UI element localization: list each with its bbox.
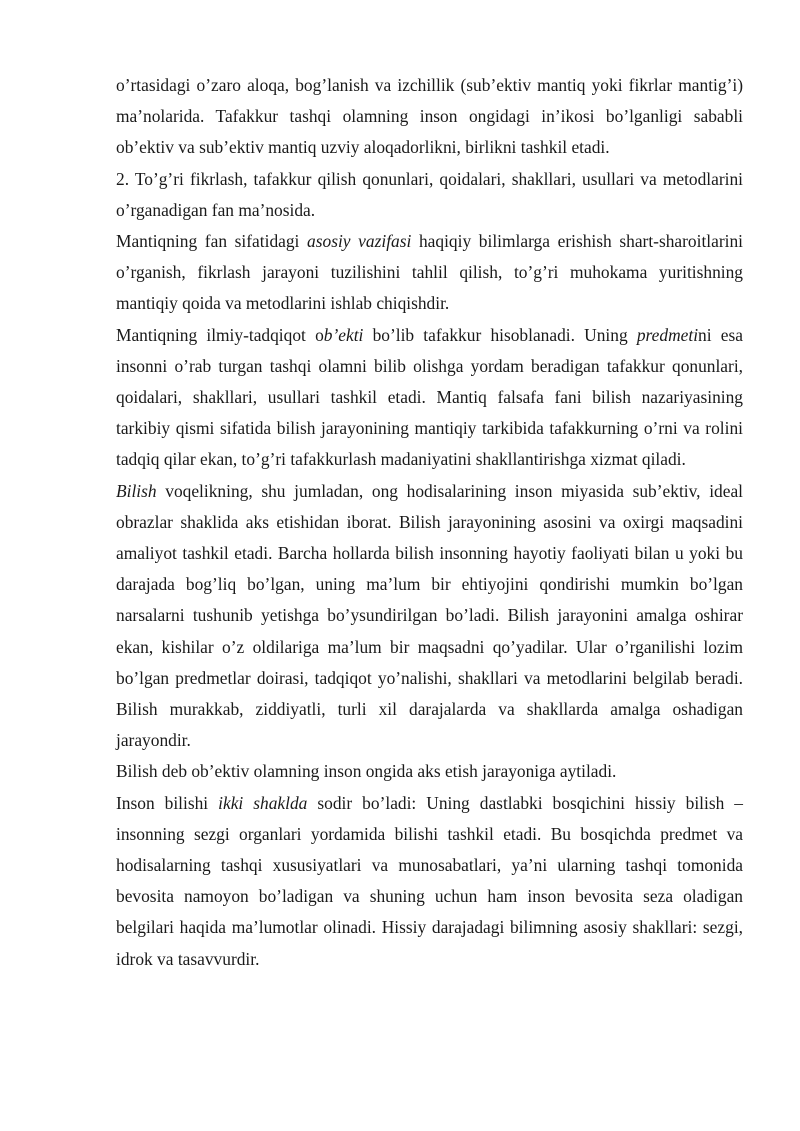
paragraph-3 <box>116 226 743 320</box>
paragraph-5 <box>116 476 743 757</box>
paragraph-7-text-cont: sodir bo’ladi: Uning dastlabki bosqichini hissiy bilish – insonning sezgi organlari yordamida bilishi tashkil etadi. Bu bosqichda predmet va hodisalarning tashqi xususiyatlari va munosabatlari, ya’ni ularning tashqi tomonida bevosita namoyon bo’ladigan va shuning uchun ham inson bevosita seza oladigan belgilari haqida ma’lumotlar olinadi. Hissiy darajadagi bilimning asosiy shakllari: sezgi, idrok va tasavvurdir. <box>116 792 743 969</box>
paragraph-4-text-cont: bo’lib tafakkur hisoblanadi. Uning <box>363 324 637 345</box>
paragraph-7-text: Inson bilishi <box>116 792 219 813</box>
paragraph-1-text: o’rtasidagi o’zaro aloqa, bog’lanish va izchillik (sub’ektiv mantiq yoki fikrlar mantig’i) ma’nolarida. Tafakkur tashqi olamning inson ongidagi in’ikosi bo’lganligi sababli ob’ektiv va sub’ektiv mantiq uzviy aloqadorlikni, birlikni tashkil etadi. <box>116 75 743 158</box>
paragraph-2 <box>116 164 743 226</box>
paragraph-4 <box>116 320 743 476</box>
paragraph-5-text: voqelikning, shu jumladan, ong hodisalarining inson miyasida sub’ektiv, ideal obrazlar shaklida aks etishidan iborat. Bilish jarayonining asosini va oxirgi maqsadini amaliyot tashkil etadi. Barcha hollarda bilish insonning hayotiy faoliyati bilan u yoki bu darajada bog’liq bo’lgan, uning ma’lum bir ehtiyojini qondirishi mumkin bo’lgan narsalarni tushunib yetishga bo’ysundirilgan bo’ladi. Bilish jarayonini amalga oshirar ekan, kishilar o’z oldilariga ma’lum bir maqsadni qo’yadilar. Ular o’rganilishi lozim bo’lgan predmetlar doirasi, tadqiqot yo’nalishi, shakllari va metodlarini belgilab beradi. Bilish murakkab, ziddiyatli, turli xil darajalarda va shakllarda amalga oshadigan jarayondir. <box>116 480 743 751</box>
paragraph-2-text: 2. To’g’ri fikrlash, tafakkur qilish qonunlari, qoidalari, shakllari, usullari va metodlarini o’rganadigan fan ma’nosida. <box>116 168 743 220</box>
paragraph-4-text: Mantiqning ilmiy-tadqiqot o <box>116 324 324 345</box>
paragraph-4-italic-term-subject: predmeti <box>636 324 699 345</box>
paragraph-7-italic-term: ikki shaklda <box>218 792 308 813</box>
paragraph-1 <box>116 70 743 164</box>
paragraph-7 <box>116 788 743 975</box>
paragraph-6 <box>116 756 743 787</box>
paragraph-3-text: Mantiqning fan sifatidagi <box>116 231 308 252</box>
paragraph-4-italic-term-object: b’ekti <box>323 324 364 345</box>
paragraph-4-text-end: ni esa insonni o’rab turgan tashqi olamni bilib olishga yordam beradigan tafakkur qonunlari, qoidalari, shakllari, usullari tashkil etadi. Mantiq falsafa fani bilish nazariyasining tarkibiy qismi sifatida bilish jarayonining mantiqiy tarkibida tafakkurning o’rni va rolini tadqiq qilar ekan, to’g’ri tafakkurlash madaniyatini shakllantirishga xizmat qiladi. <box>116 324 743 470</box>
paragraph-3-italic-term: asosiy vazifasi <box>307 231 412 252</box>
paragraph-3-text-cont: haqiqiy bilimlarga erishish shart-sharoitlarini o’rganish, fikrlash jarayoni tuzilishini tahlil qilish, to’g’ri muhokama yuritishning mantiqiy qoida va metodlarini ishlab chiqishdir. <box>116 231 743 314</box>
document-page <box>116 70 743 975</box>
paragraph-6-text: Bilish deb ob’ektiv olamning inson ongida aks etish jarayoniga aytiladi. <box>116 761 617 782</box>
paragraph-5-italic-term: Bilish <box>116 480 157 501</box>
